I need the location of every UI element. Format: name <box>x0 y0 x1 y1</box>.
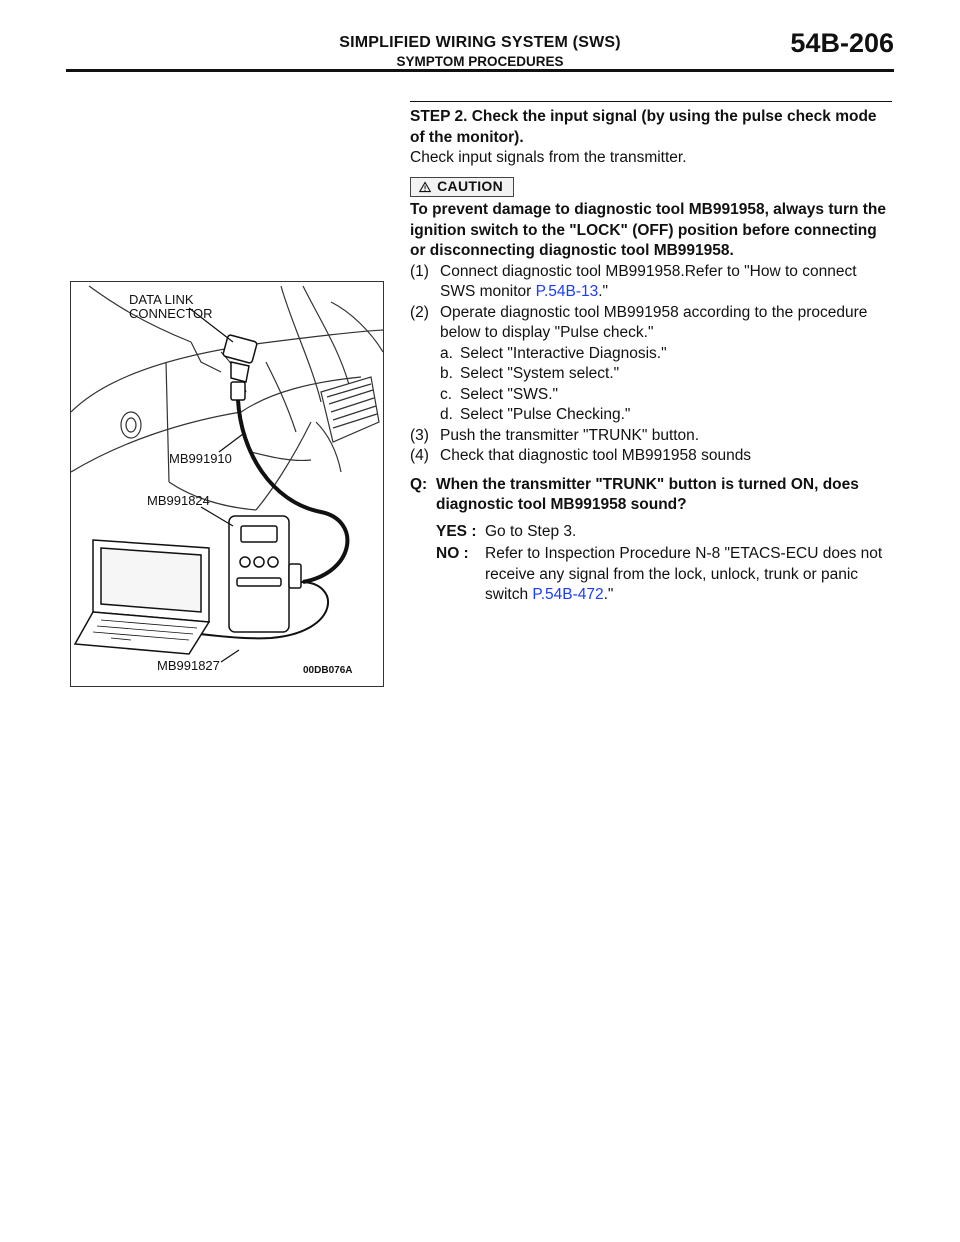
caution-text: To prevent damage to diagnostic tool MB991958, always turn the ignition switch to the "LOCK" (OFF) position before connecting or disconnecting diagnostic tool MB991958. <box>410 201 887 259</box>
page-link[interactable]: P.54B-13 <box>535 283 599 300</box>
answer-no-text: Refer to Inspection Procedure N-8 "ETACS-ECU does not receive any signal from the lock, unlock, trunk or panic switch <box>485 545 883 603</box>
header-rule <box>66 69 894 72</box>
list-item <box>410 426 892 447</box>
illustration-figure <box>70 281 384 687</box>
sub-item <box>410 405 892 426</box>
step-intro: Check input signals from the transmitter. <box>410 149 687 166</box>
sub-item <box>410 344 892 365</box>
label-connector-1: DATA LINK <box>129 292 194 307</box>
caution-box <box>410 177 514 197</box>
list-item <box>410 303 892 344</box>
answer-yes <box>410 522 892 543</box>
sub-item-text: Select "Interactive Diagnosis." <box>460 344 667 362</box>
answer-no <box>410 544 892 606</box>
procedure-content <box>410 101 892 606</box>
question <box>410 475 892 516</box>
answer-yes-text: Go to Step 3. <box>485 522 577 540</box>
warning-triangle-icon <box>419 180 431 194</box>
item-text: Connect diagnostic tool MB991958.Refer to "How to connect SWS monitor <box>440 262 857 300</box>
item-text-after: ." <box>598 283 609 300</box>
figure-code: 00DB076A <box>303 665 353 676</box>
question-label: Q: <box>410 475 428 493</box>
caution-label: CAUTION <box>437 178 503 195</box>
label-pc-cable: MB991827 <box>157 658 220 673</box>
header-title: SIMPLIFIED WIRING SYSTEM (SWS) <box>339 34 621 51</box>
sub-item-letter: a. <box>440 344 453 362</box>
page-link[interactable]: P.54B-472 <box>532 586 604 603</box>
list-item <box>410 446 892 467</box>
step-title: STEP 2. Check the input signal (by using the pulse check mode of the monitor). <box>410 108 877 146</box>
item-number: (1) <box>410 262 429 280</box>
sub-item-letter: c. <box>440 385 453 403</box>
sub-item-letter: b. <box>440 365 453 382</box>
answer-no-label: NO : <box>436 545 469 562</box>
item-text: Check that diagnostic tool MB991958 sounds <box>440 447 752 464</box>
question-text: When the transmitter "TRUNK" button is turned ON, does diagnostic tool MB991958 sound? <box>436 475 859 513</box>
sub-item-text: Select "System select." <box>460 365 620 382</box>
item-number: (4) <box>410 447 429 464</box>
label-tool: MB991824 <box>147 493 210 508</box>
sub-item-letter: d. <box>440 406 453 423</box>
answer-no-text-after: ." <box>603 586 614 603</box>
list-item <box>410 262 892 303</box>
header-subtitle: SYMPTOM PROCEDURES <box>396 54 564 69</box>
label-cable: MB991910 <box>169 451 232 466</box>
diagnostic-connection-illustration <box>71 282 383 686</box>
sub-item <box>410 385 892 406</box>
answer-yes-label: YES : <box>436 522 477 540</box>
item-text: Operate diagnostic tool MB991958 according to the procedure below to display "Pulse check." <box>440 303 868 341</box>
page-number: 54B-206 <box>790 28 894 58</box>
sub-item <box>410 364 892 385</box>
sub-item-text: Select "SWS." <box>460 385 559 403</box>
item-number: (3) <box>410 426 429 444</box>
item-number: (2) <box>410 303 429 321</box>
step-rule <box>410 101 892 102</box>
sub-item-text: Select "Pulse Checking." <box>460 406 631 423</box>
label-connector-2: CONNECTOR <box>129 306 213 321</box>
item-text: Push the transmitter "TRUNK" button. <box>440 426 700 444</box>
